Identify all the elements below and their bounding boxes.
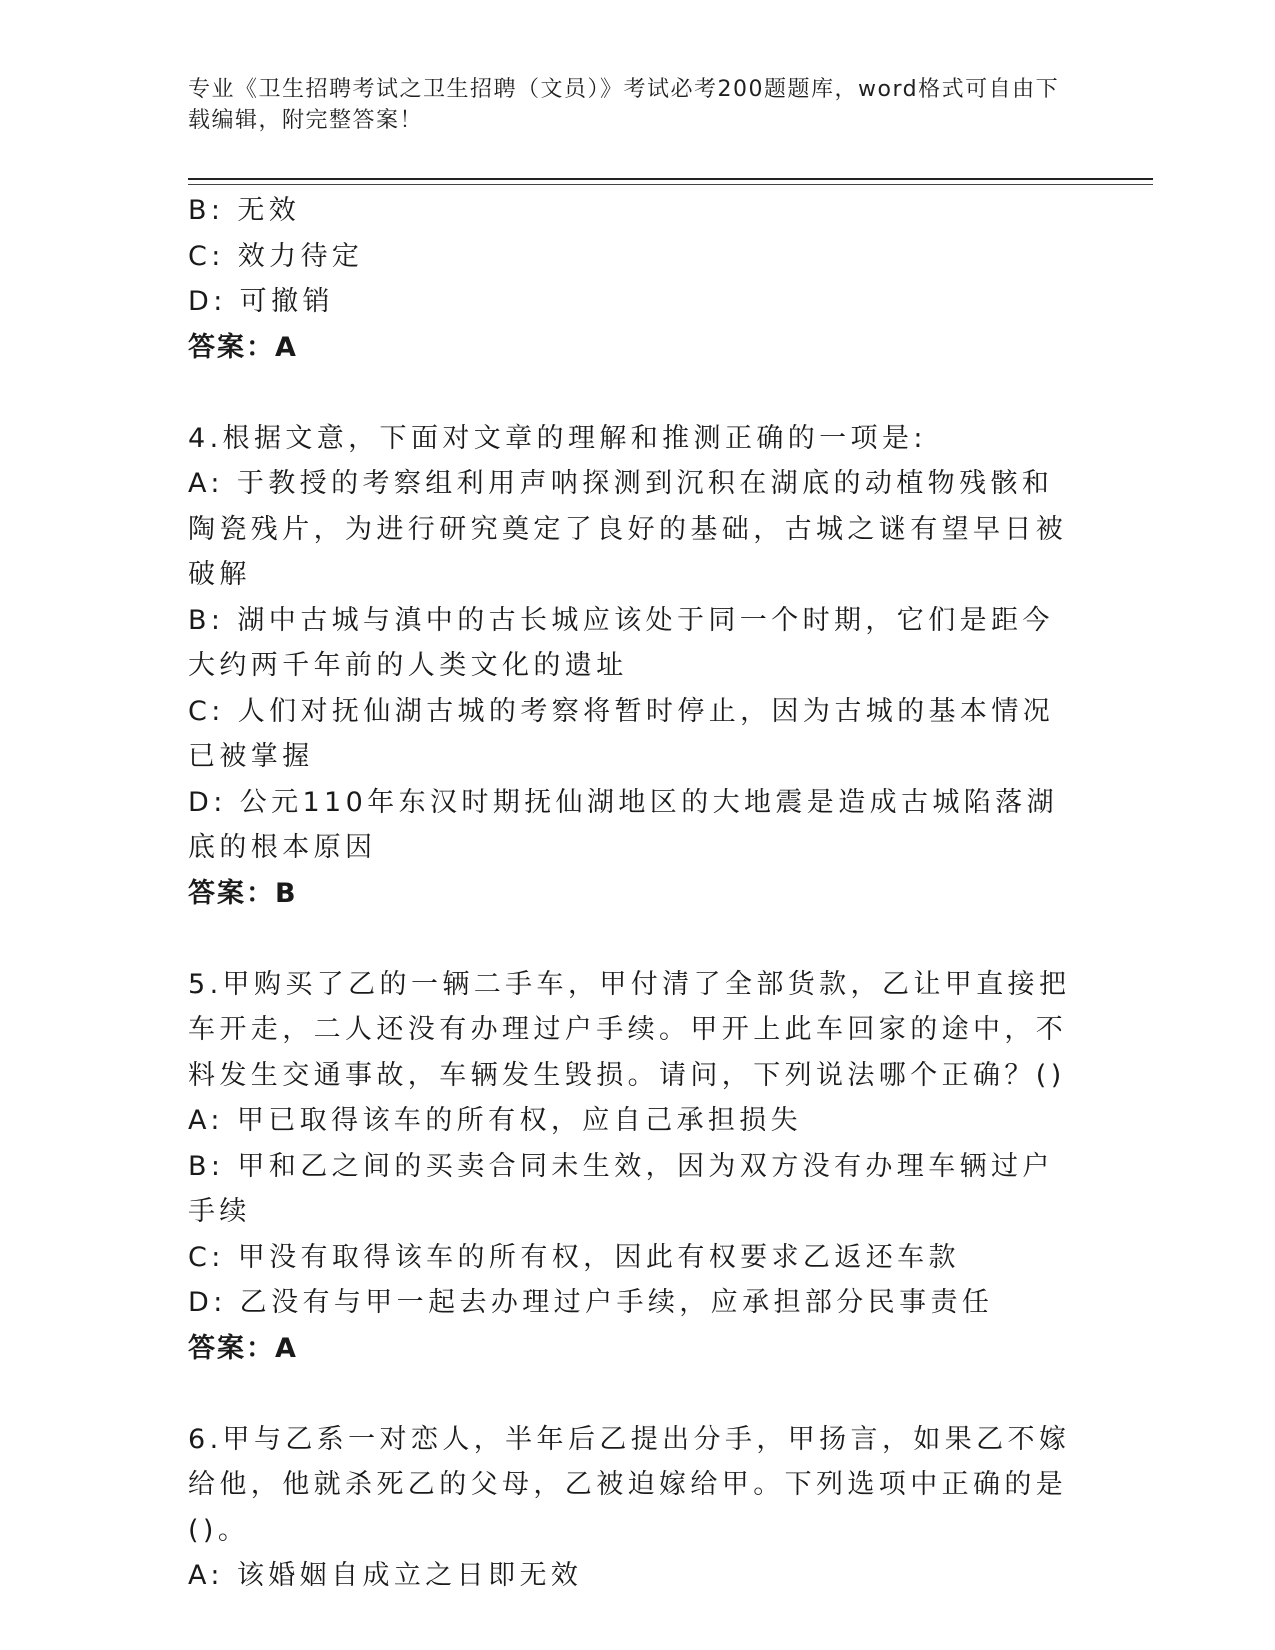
spacer (188, 370, 1083, 416)
header-rule-thick (188, 178, 1153, 180)
spacer (188, 916, 1083, 962)
option-d: D: 可撤销 (188, 286, 334, 317)
option-d: D: 公元110年东汉时期抚仙湖地区的大地震是造成古城陷落湖底的根本原因 (188, 786, 1059, 863)
question-5 (188, 962, 1083, 1372)
spacer (188, 1371, 1083, 1417)
question-text: 4.根据文意，下面对文章的理解和推测正确的一项是: (188, 422, 927, 454)
question-6 (188, 1417, 1083, 1599)
answer-line: 答案：A (188, 1332, 298, 1364)
question-4 (188, 416, 1083, 917)
option-b: B: 湖中古城与滇中的古长城应该处于同一个时期，它们是距今大约两千年前的人类文化的遗址 (188, 604, 1054, 681)
option-c: C: 效力待定 (188, 240, 364, 272)
page-header: 专业《卫生招聘考试之卫生招聘（文员）》考试必考200题题库，word格式可自由下载编辑，附完整答案！ (188, 77, 1060, 133)
option-a: A: 该婚姻自成立之日即无效 (188, 1560, 583, 1591)
option-c: C: 甲没有取得该车的所有权，因此有权要求乙返还车款 (188, 1241, 960, 1273)
header-rule-thin (188, 184, 1153, 185)
option-b: B: 无效 (188, 195, 301, 226)
option-d: D: 乙没有与甲一起去办理过户手续，应承担部分民事责任 (188, 1287, 994, 1318)
option-c: C: 人们对抚仙湖古城的考察将暂时停止，因为古城的基本情况已被掌握 (188, 695, 1055, 772)
question-text: 5.甲购买了乙的一辆二手车，甲付清了全部货款，乙让甲直接把车开走，二人还没有办理过户手续。甲开上此车回家的途中，不料发生交通事故，车辆发生毁损。请问，下列说法哪个正确？() (188, 968, 1071, 1091)
option-a: A: 甲已取得该车的所有权，应自己承担损失 (188, 1105, 803, 1136)
question-list (188, 188, 1083, 1599)
answer-line: 答案：A (188, 331, 298, 363)
question-text: 6.甲与乙系一对恋人，半年后乙提出分手，甲扬言，如果乙不嫁给他，他就杀死乙的父母，乙被迫嫁给甲。下列选项中正确的是()。 (188, 1423, 1071, 1546)
answer-line: 答案：B (188, 877, 298, 909)
option-a: A: 于教授的考察组利用声呐探测到沉积在湖底的动植物残骸和陶瓷残片，为进行研究奠定了良好的基础，古城之谜有望早日被破解 (188, 468, 1068, 590)
option-b: B: 甲和乙之间的买卖合同未生效，因为双方没有办理车辆过户手续 (188, 1150, 1054, 1227)
question-3 (188, 188, 1083, 370)
